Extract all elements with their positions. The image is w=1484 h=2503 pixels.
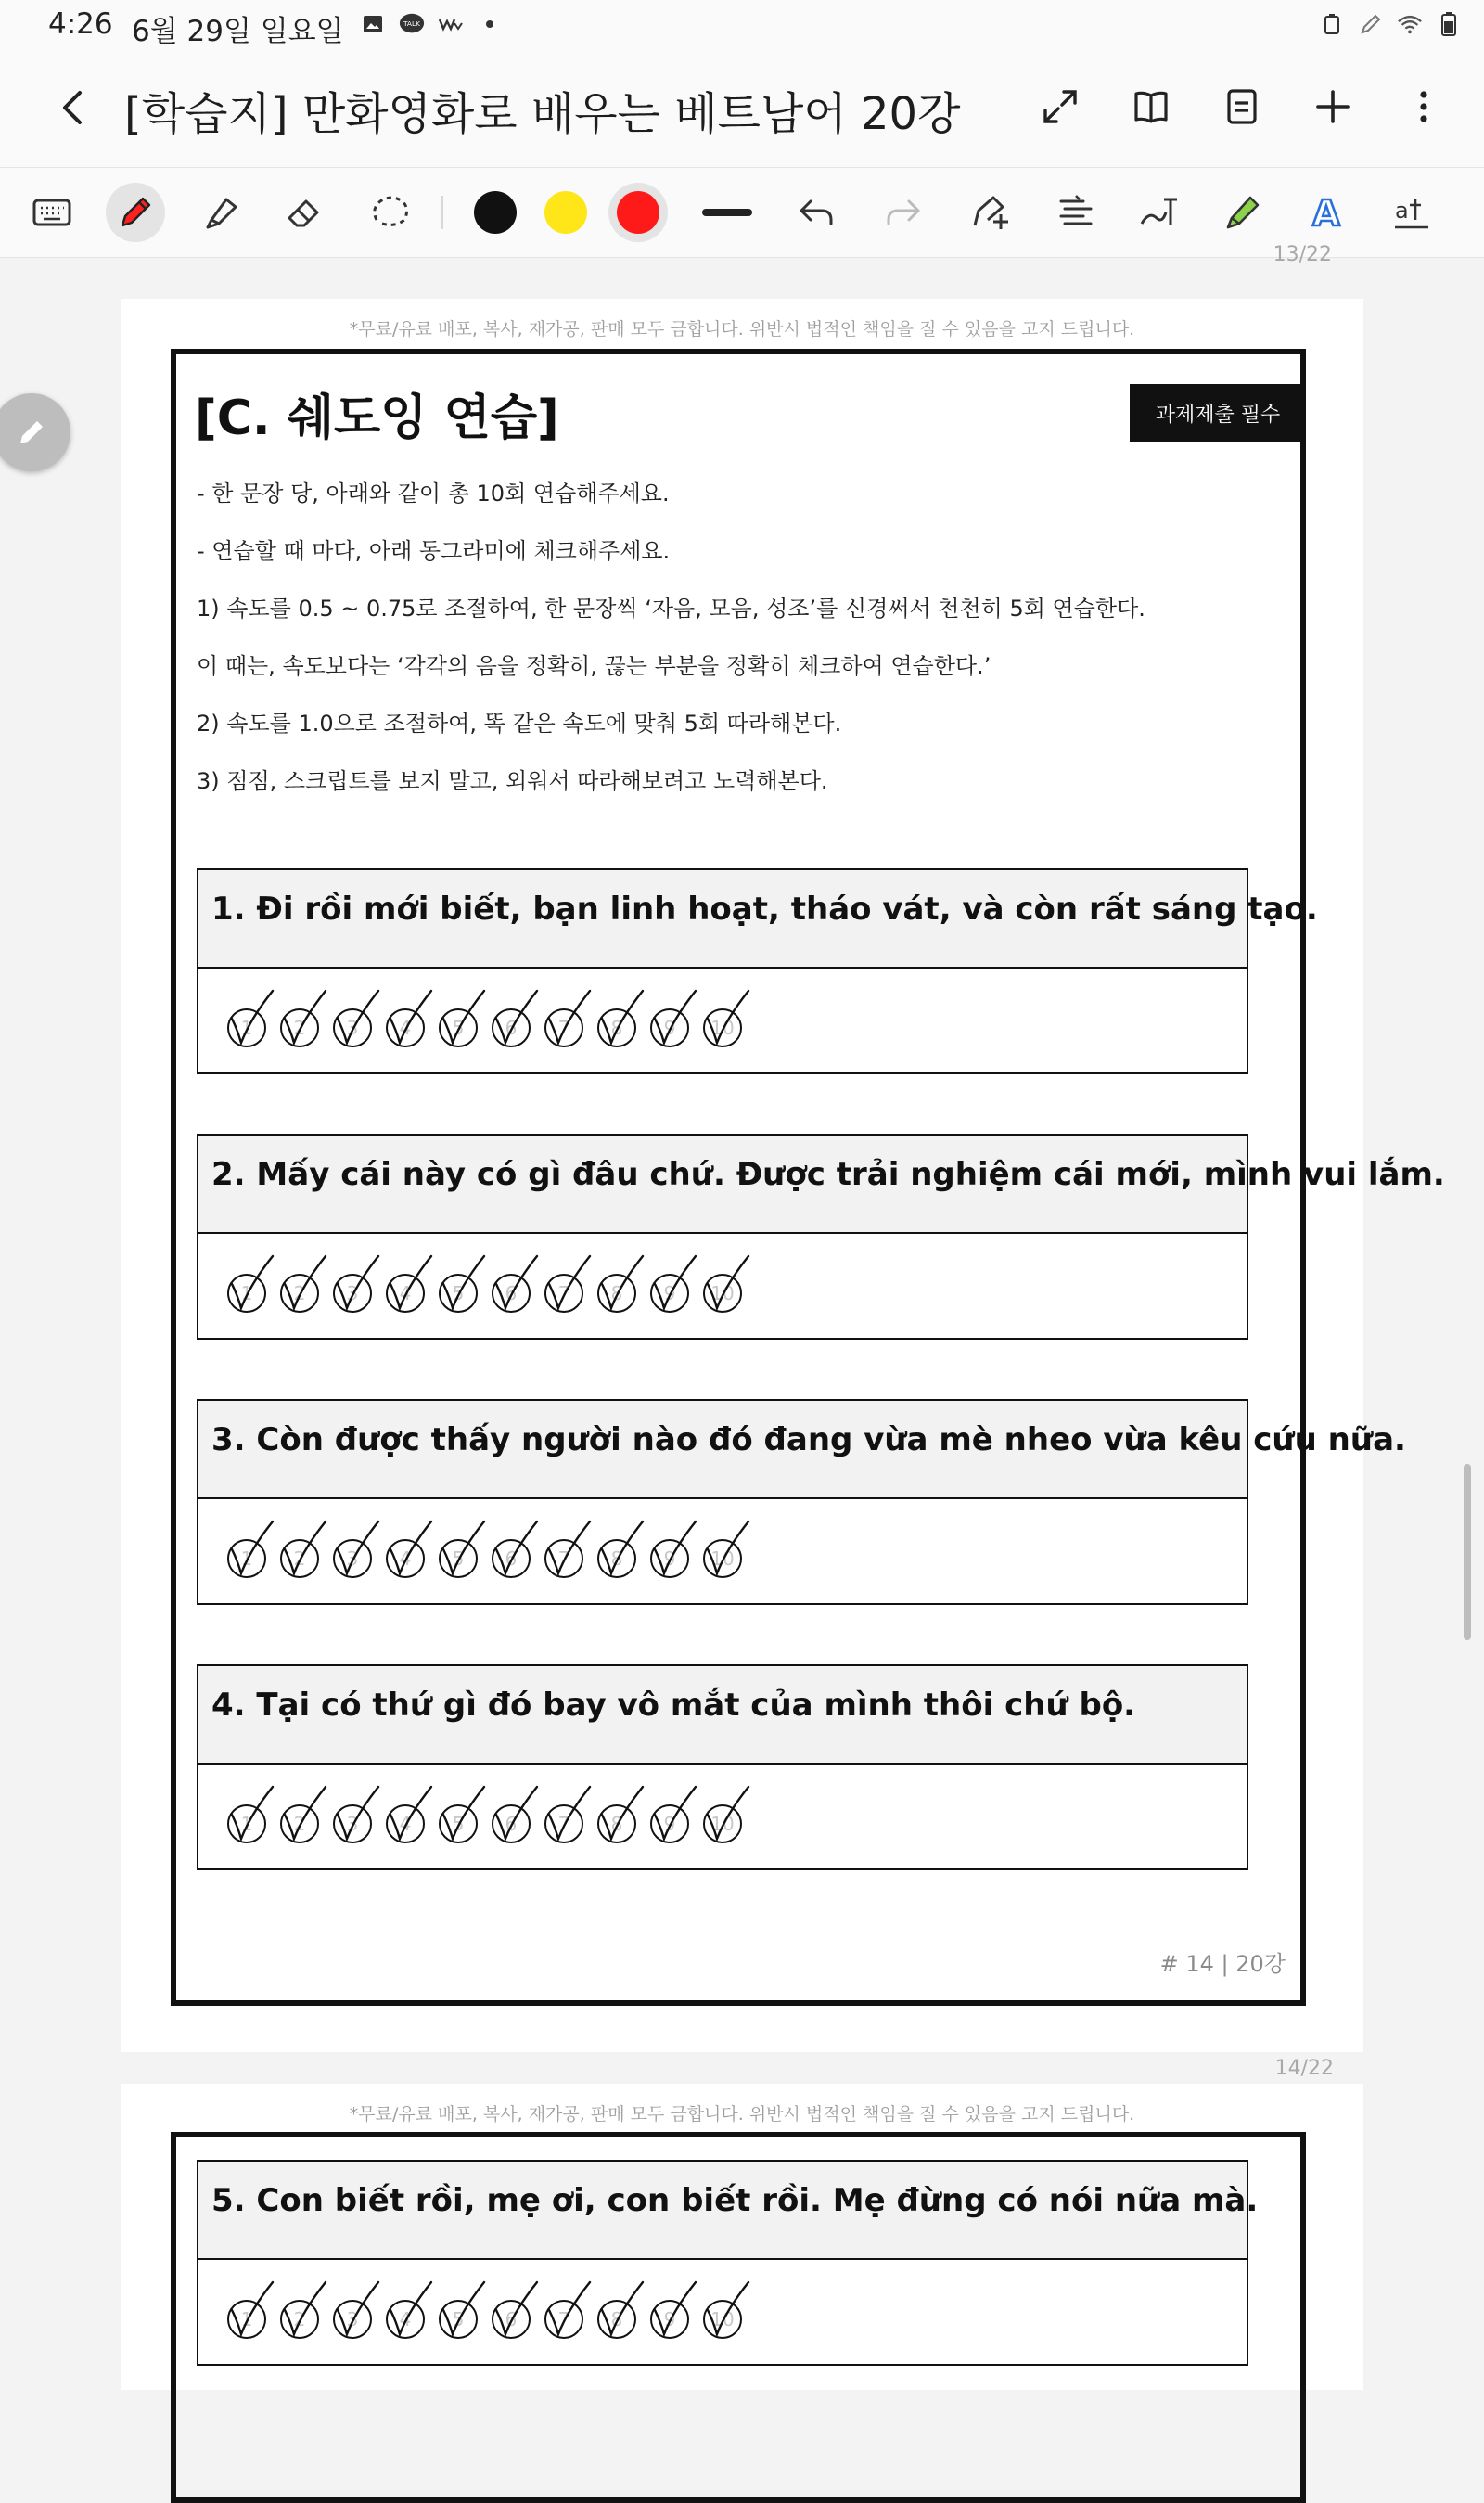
battery-icon <box>1436 11 1462 37</box>
keyboard-icon <box>32 196 72 229</box>
text-size-tool[interactable] <box>1382 183 1441 242</box>
practice-circle[interactable] <box>545 2282 590 2338</box>
kakaotalk-icon <box>399 11 425 37</box>
instruction-line: 1) 속도를 0.5 ~ 0.75로 조절하여, 한 문장씩 ‘자음, 모음, 성조’를 신경써서 천천히 5회 연습한다. <box>197 596 1145 622</box>
status-bar <box>0 0 1484 52</box>
circle-number: 10 <box>710 2308 735 2330</box>
document-title: [학습지] 만화영화로 배우는 베트남어 20강 <box>124 88 961 140</box>
sentence-text: 2. Mấy cái này có gì đâu chứ. Được trải nghiệm cái mới, mình vui lắm. <box>211 1156 1445 1193</box>
sentence-text: 4. Tại có thứ gì đó bay vô mắt của mình thôi chứ bộ. <box>211 1687 1136 1724</box>
fullscreen-button[interactable] <box>1033 80 1087 134</box>
color-yellow[interactable] <box>536 183 595 242</box>
practice-circle[interactable] <box>704 2282 748 2338</box>
practice-counter <box>226 1251 876 1316</box>
color-swatch-yellow <box>544 191 587 234</box>
sentence-box-3 <box>197 1399 1406 1605</box>
circle-number: 2 <box>293 1282 306 1304</box>
practice-circle[interactable] <box>704 1256 748 1312</box>
assignment-badge: 과제제출 필수 <box>1130 384 1306 442</box>
more-vertical-icon <box>1403 86 1444 127</box>
practice-circle[interactable] <box>598 1256 643 1312</box>
worksheet-frame <box>171 349 1445 2006</box>
sentence-text: 3. Còn được thấy người nào đó đang vừa mè nheo vừa kêu cứu nữa. <box>211 1421 1406 1458</box>
circle-number: 4 <box>399 1813 412 1835</box>
circle-number: 2 <box>293 1547 306 1570</box>
circle-number: 1 <box>240 1017 253 1039</box>
circle-number: 3 <box>346 1017 359 1039</box>
circle-number: 3 <box>346 1282 359 1304</box>
practice-circle[interactable] <box>598 1521 643 1577</box>
marker-icon <box>1221 190 1265 235</box>
practice-circle[interactable] <box>545 991 590 1046</box>
practice-circle[interactable] <box>493 991 537 1046</box>
page-layout-button[interactable] <box>1215 80 1269 134</box>
circle-number: 6 <box>505 1813 518 1835</box>
system-icons <box>1319 11 1462 37</box>
instruction-line: - 연습할 때 마다, 아래 동그라미에 체크해주세요. <box>197 538 671 564</box>
section-title: [C. 쉐도잉 연습] <box>195 391 559 446</box>
sentence-header <box>198 1401 1406 1499</box>
undo-button[interactable] <box>787 183 846 242</box>
circle-number: 2 <box>293 2308 306 2330</box>
practice-circle[interactable] <box>228 1787 273 1842</box>
instruction-line: 이 때는, 속도보다는 ‘각각의 음을 정확히, 끊는 부분을 정확히 체크하여 연습한다.’ <box>197 653 991 679</box>
circle-number: 5 <box>452 1547 465 1570</box>
align-icon <box>1055 192 1096 233</box>
expand-icon <box>1040 86 1081 127</box>
color-swatch-black <box>474 191 517 234</box>
practice-circle[interactable] <box>228 991 273 1046</box>
practice-circle[interactable] <box>334 1787 378 1842</box>
circle-number: 6 <box>505 1017 518 1039</box>
circle-number: 6 <box>505 1547 518 1570</box>
eraser-tool[interactable] <box>275 183 334 242</box>
circle-number: 8 <box>610 1813 623 1835</box>
pen-status-icon <box>1358 11 1384 37</box>
handwriting-to-text-tool[interactable] <box>1130 183 1189 242</box>
document-icon <box>1222 86 1262 127</box>
practice-circle[interactable] <box>281 2282 326 2338</box>
circle-number: 7 <box>557 2308 570 2330</box>
sentence-box-4 <box>197 1664 1248 1870</box>
pen-tool[interactable] <box>106 183 165 242</box>
instruction-line: 3) 점점, 스크립트를 보지 말고, 외워서 따라해보려고 노력해본다. <box>197 768 828 794</box>
practice-circle[interactable] <box>704 1787 748 1842</box>
circle-number: 1 <box>240 1547 253 1570</box>
practice-counter <box>226 1781 876 1846</box>
color-black[interactable] <box>466 183 525 242</box>
sentence-box-2 <box>197 1134 1445 1340</box>
practice-circle[interactable] <box>440 991 484 1046</box>
shape-pen-tool[interactable] <box>961 183 1020 242</box>
circle-number: 4 <box>399 1017 412 1039</box>
practice-circle[interactable] <box>598 1787 643 1842</box>
circle-number: 6 <box>505 2308 518 2330</box>
gallery-icon <box>360 11 386 37</box>
practice-circle[interactable] <box>228 1256 273 1312</box>
handwriting-icon <box>1138 192 1181 233</box>
circle-number: 10 <box>710 1547 735 1570</box>
chevron-left-icon <box>48 82 100 134</box>
highlighter-icon <box>200 192 241 233</box>
stroke-width-tool[interactable] <box>697 183 757 242</box>
practice-counter <box>226 2277 876 2342</box>
svg-text:A: A <box>1312 193 1340 233</box>
prev-page-number: 13/22 <box>1273 243 1332 266</box>
circle-number: 7 <box>557 1282 570 1304</box>
wifi-icon <box>1397 11 1423 37</box>
circle-number: 6 <box>505 1282 518 1304</box>
redo-button[interactable] <box>874 183 933 242</box>
circle-number: 8 <box>610 1547 623 1570</box>
circle-number: 8 <box>610 1282 623 1304</box>
circle-number: 5 <box>452 2308 465 2330</box>
recycle-icon <box>1319 11 1345 37</box>
circle-number: 5 <box>452 1282 465 1304</box>
app-notification-icon <box>438 11 464 37</box>
drawing-toolbar <box>0 167 1484 258</box>
circle-number: 3 <box>346 2308 359 2330</box>
instruction-line: - 한 문장 당, 아래와 같이 총 10회 연습해주세요. <box>197 481 670 507</box>
status-date: 6월 29일 일요일 <box>132 15 344 48</box>
practice-circle[interactable] <box>387 1521 431 1577</box>
worksheet-frame <box>171 2132 1306 2503</box>
circle-number: 1 <box>240 1813 253 1835</box>
undo-icon <box>796 194 837 231</box>
practice-circle[interactable] <box>334 1521 378 1577</box>
pen-icon <box>115 192 156 233</box>
svg-text:TALK: TALK <box>403 19 421 28</box>
pencil-icon <box>13 414 50 451</box>
circle-number: 7 <box>557 1017 570 1039</box>
book-icon <box>1131 86 1171 127</box>
text-style-tool[interactable] <box>1297 183 1356 242</box>
circle-number: 2 <box>293 1813 306 1835</box>
notification-icons <box>360 11 503 37</box>
practice-counter <box>226 1516 876 1581</box>
lasso-icon <box>367 192 412 233</box>
practice-circle[interactable] <box>387 2282 431 2338</box>
circle-number: 8 <box>610 2308 623 2330</box>
sentence-box-1 <box>197 868 1318 1074</box>
circle-number: 10 <box>710 1282 735 1304</box>
practice-circle[interactable] <box>387 991 431 1046</box>
title-actions <box>1033 80 1451 134</box>
text-size-icon <box>1391 192 1432 233</box>
circle-number: 7 <box>557 1547 570 1570</box>
sentence-box-5 <box>197 2160 1259 2366</box>
circle-number: 5 <box>452 1813 465 1835</box>
practice-circle[interactable] <box>651 1256 696 1312</box>
page-footer: # 14 | 20강 <box>1159 1951 1286 1977</box>
practice-circle[interactable] <box>440 1256 484 1312</box>
scrollbar[interactable] <box>1464 1464 1471 1640</box>
circle-number: 9 <box>663 1017 676 1039</box>
practice-circle[interactable] <box>440 1787 484 1842</box>
circle-number: 9 <box>663 1282 676 1304</box>
page-number: 14/22 <box>1274 2057 1334 2080</box>
circle-number: 8 <box>610 1017 623 1039</box>
practice-circle[interactable] <box>651 991 696 1046</box>
circle-number: 10 <box>710 1813 735 1835</box>
floating-edit-button[interactable] <box>0 393 70 471</box>
circle-number: 10 <box>710 1017 735 1039</box>
circle-number: 3 <box>346 1547 359 1570</box>
practice-circle[interactable] <box>334 2282 378 2338</box>
status-time: 4:26 <box>48 7 113 41</box>
keyboard-tool[interactable] <box>22 183 82 242</box>
practice-circle[interactable] <box>704 1521 748 1577</box>
practice-circle[interactable] <box>281 991 326 1046</box>
copyright-notice: *무료/유료 배포, 복사, 재가공, 판매 모두 금합니다. 위반시 법적인 책임을 질 수 있음을 고지 드립니다. <box>349 2104 1135 2124</box>
circle-number: 1 <box>240 2308 253 2330</box>
circle-number: 7 <box>557 1813 570 1835</box>
practice-circle[interactable] <box>228 1521 273 1577</box>
practice-circle[interactable] <box>651 1521 696 1577</box>
practice-circle[interactable] <box>545 1521 590 1577</box>
practice-circle[interactable] <box>281 1787 326 1842</box>
add-button[interactable] <box>1306 80 1360 134</box>
sentence-text: 5. Con biết rồi, mẹ ơi, con biết rồi. Mẹ đừng có nói nữa mà. <box>211 2182 1259 2219</box>
practice-circle[interactable] <box>281 1521 326 1577</box>
circle-number: 4 <box>399 2308 412 2330</box>
circle-number: 3 <box>346 1813 359 1835</box>
title-bar <box>0 52 1484 167</box>
sentence-header <box>198 2162 1259 2260</box>
font-style-icon <box>1306 192 1347 233</box>
practice-circle[interactable] <box>440 2282 484 2338</box>
instruction-line: 2) 속도를 1.0으로 조절하여, 똑 같은 속도에 맞춰 5회 따라해본다. <box>197 711 842 737</box>
line-thickness-icon <box>700 203 754 222</box>
document-page-14 <box>121 299 1445 2080</box>
practice-circle[interactable] <box>651 2282 696 2338</box>
text-align-tool[interactable] <box>1046 183 1106 242</box>
shape-recognition-icon <box>969 192 1012 233</box>
sentence-header <box>198 870 1318 969</box>
copyright-notice: *무료/유료 배포, 복사, 재가공, 판매 모두 금합니다. 위반시 법적인 책임을 질 수 있음을 고지 드립니다. <box>349 319 1135 340</box>
circle-number: 9 <box>663 1813 676 1835</box>
practice-counter <box>226 985 876 1050</box>
practice-circle[interactable] <box>651 1787 696 1842</box>
back-button[interactable] <box>48 82 100 134</box>
more-notifications-icon <box>477 11 503 37</box>
practice-circle[interactable] <box>228 2282 273 2338</box>
practice-circle[interactable] <box>493 1787 537 1842</box>
practice-circle[interactable] <box>545 1787 590 1842</box>
practice-circle[interactable] <box>281 1256 326 1312</box>
practice-circle[interactable] <box>334 991 378 1046</box>
circle-number: 4 <box>399 1282 412 1304</box>
lasso-tool[interactable] <box>360 183 419 242</box>
practice-circle[interactable] <box>334 1256 378 1312</box>
more-options-button[interactable] <box>1397 80 1451 134</box>
practice-circle[interactable] <box>598 991 643 1046</box>
practice-circle[interactable] <box>493 1521 537 1577</box>
marker-tool[interactable] <box>1213 183 1273 242</box>
practice-circle[interactable] <box>493 2282 537 2338</box>
book-view-button[interactable] <box>1124 80 1178 134</box>
circle-number: 9 <box>663 1547 676 1570</box>
practice-circle[interactable] <box>704 991 748 1046</box>
highlighter-tool[interactable] <box>191 183 250 242</box>
sentence-header <box>198 1666 1247 1765</box>
circle-number: 4 <box>399 1547 412 1570</box>
practice-circle[interactable] <box>387 1256 431 1312</box>
sentence-header <box>198 1136 1445 1234</box>
circle-number: 1 <box>240 1282 253 1304</box>
document-page-15 <box>121 2084 1363 2390</box>
color-red[interactable] <box>608 183 668 242</box>
practice-circle[interactable] <box>440 1521 484 1577</box>
redo-icon <box>883 194 924 231</box>
practice-circle[interactable] <box>598 2282 643 2338</box>
practice-circle[interactable] <box>545 1256 590 1312</box>
circle-number: 9 <box>663 2308 676 2330</box>
color-swatch-red <box>617 191 659 234</box>
eraser-icon <box>284 192 325 233</box>
plus-icon <box>1312 86 1353 127</box>
circle-number: 5 <box>452 1017 465 1039</box>
circle-number: 2 <box>293 1017 306 1039</box>
toolbar-separator <box>441 196 443 229</box>
practice-circle[interactable] <box>387 1787 431 1842</box>
sentence-text: 1. Đi rồi mới biết, bạn linh hoạt, tháo vát, và còn rất sáng tạo. <box>211 891 1318 928</box>
svg-text:a: a <box>1395 198 1409 224</box>
practice-circle[interactable] <box>493 1256 537 1312</box>
